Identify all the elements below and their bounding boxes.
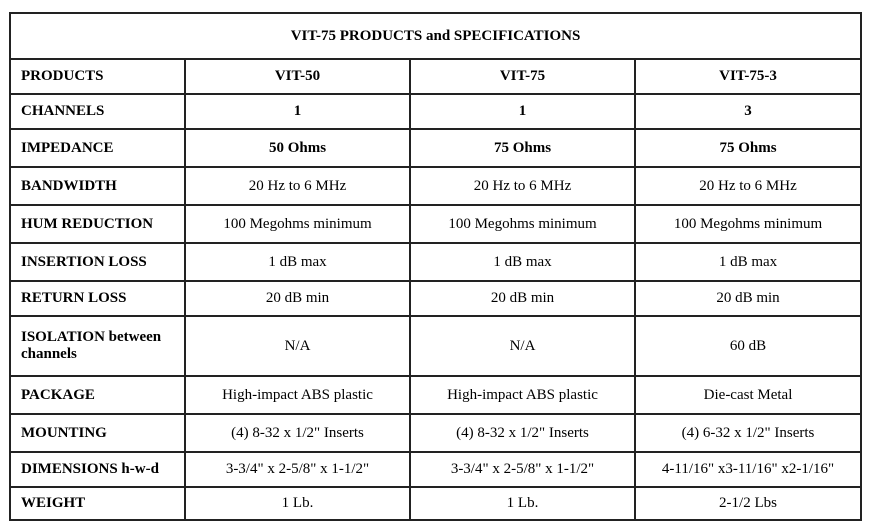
table-cell: 75 Ohms — [410, 129, 635, 167]
table-cell: 100 Megohms minimum — [410, 205, 635, 243]
table-row-insertion-loss — [10, 243, 861, 281]
table-cell: 3-3/4" x 2-5/8" x 1-1/2" — [410, 452, 635, 487]
table-cell: 20 Hz to 6 MHz — [185, 167, 410, 205]
table-cell: 60 dB — [635, 316, 861, 376]
column-header: VIT-75-3 — [635, 59, 861, 94]
row-label: HUM REDUCTION — [10, 205, 185, 243]
row-label: PRODUCTS — [10, 59, 185, 94]
table-row-isolation — [10, 316, 861, 376]
table-cell: 75 Ohms — [635, 129, 861, 167]
table-cell: N/A — [410, 316, 635, 376]
table-cell: 20 Hz to 6 MHz — [410, 167, 635, 205]
row-label: MOUNTING — [10, 414, 185, 452]
table-row-package — [10, 376, 861, 414]
table-cell: 3 — [635, 94, 861, 129]
table-cell: 100 Megohms minimum — [185, 205, 410, 243]
row-label: INSERTION LOSS — [10, 243, 185, 281]
table-cell: 20 Hz to 6 MHz — [635, 167, 861, 205]
table-cell: 20 dB min — [635, 281, 861, 316]
table-row-channels — [10, 94, 861, 129]
table-row-weight — [10, 487, 861, 520]
table-cell: 2-1/2 Lbs — [635, 487, 861, 520]
table-cell: 20 dB min — [410, 281, 635, 316]
table-row-return-loss — [10, 281, 861, 316]
table-title: VIT-75 PRODUCTS and SPECIFICATIONS — [10, 13, 861, 59]
column-header: VIT-75 — [410, 59, 635, 94]
table-row-dimensions — [10, 452, 861, 487]
table-cell: 3-3/4" x 2-5/8" x 1-1/2" — [185, 452, 410, 487]
table-cell: 1 Lb. — [185, 487, 410, 520]
table-row-products — [10, 59, 861, 94]
row-label: ISOLATION between channels — [10, 316, 185, 376]
row-label: BANDWIDTH — [10, 167, 185, 205]
table-cell: Die-cast Metal — [635, 376, 861, 414]
table-cell: 50 Ohms — [185, 129, 410, 167]
row-label: DIMENSIONS h-w-d — [10, 452, 185, 487]
column-header: VIT-50 — [185, 59, 410, 94]
table-row-hum-reduction — [10, 205, 861, 243]
row-label: RETURN LOSS — [10, 281, 185, 316]
table-cell: 1 dB max — [185, 243, 410, 281]
row-label: IMPEDANCE — [10, 129, 185, 167]
table-cell: 1 — [185, 94, 410, 129]
table-cell: (4) 8-32 x 1/2" Inserts — [410, 414, 635, 452]
table-cell: (4) 6-32 x 1/2" Inserts — [635, 414, 861, 452]
table-cell: High-impact ABS plastic — [185, 376, 410, 414]
table-row-bandwidth — [10, 167, 861, 205]
table-cell: 100 Megohms minimum — [635, 205, 861, 243]
table-cell: (4) 8-32 x 1/2" Inserts — [185, 414, 410, 452]
row-label: CHANNELS — [10, 94, 185, 129]
table-cell: High-impact ABS plastic — [410, 376, 635, 414]
table-cell: 4-11/16" x3-11/16" x2-1/16" — [635, 452, 861, 487]
table-cell: 1 Lb. — [410, 487, 635, 520]
table-cell: 20 dB min — [185, 281, 410, 316]
table-cell: 1 dB max — [635, 243, 861, 281]
spec-table — [9, 12, 862, 521]
table-cell: N/A — [185, 316, 410, 376]
row-label: PACKAGE — [10, 376, 185, 414]
title-row — [10, 13, 861, 59]
row-label: WEIGHT — [10, 487, 185, 520]
table-cell: 1 — [410, 94, 635, 129]
table-cell: 1 dB max — [410, 243, 635, 281]
table-row-impedance — [10, 129, 861, 167]
table-row-mounting — [10, 414, 861, 452]
